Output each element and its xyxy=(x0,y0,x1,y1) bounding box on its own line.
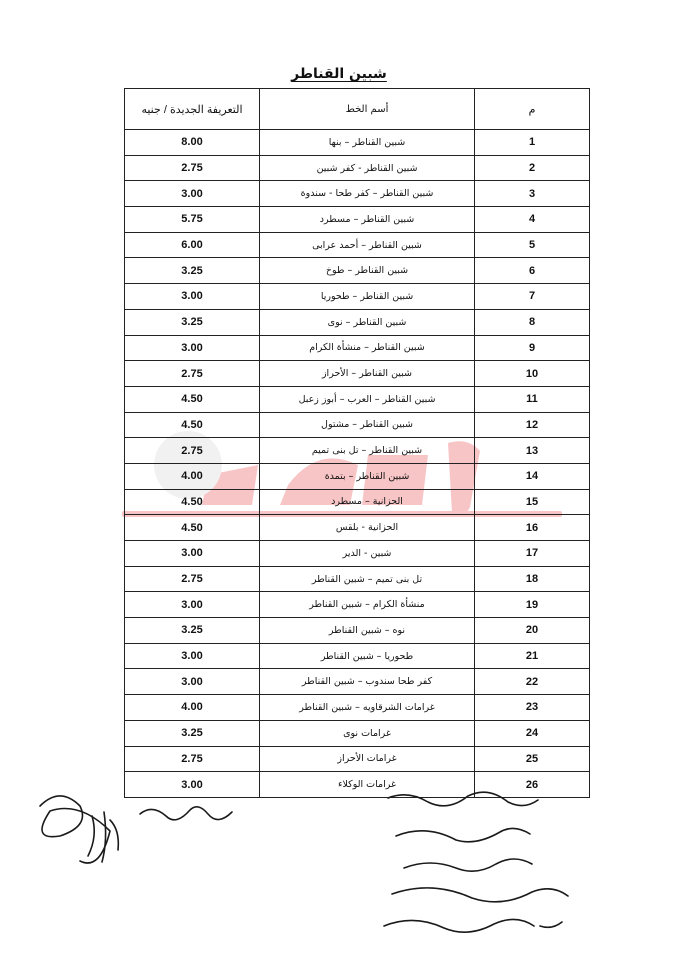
row-number: 10 xyxy=(475,361,590,387)
row-line-name: شبين القناطر – نوى xyxy=(260,309,475,335)
row-number: 1 xyxy=(475,130,590,156)
table-row xyxy=(125,566,590,592)
table-row xyxy=(125,592,590,618)
table-row xyxy=(125,155,590,181)
row-line-name: شبين - الدير xyxy=(260,541,475,567)
row-fare: 4.50 xyxy=(125,386,260,412)
row-line-name: شبين القناطر – تل بنى تميم xyxy=(260,438,475,464)
table-header-row xyxy=(125,89,590,130)
table-row xyxy=(125,515,590,541)
row-line-name: شبين القناطر – مسطرد xyxy=(260,207,475,233)
row-fare: 5.75 xyxy=(125,207,260,233)
row-line-name: شبين القناطر – طوخ xyxy=(260,258,475,284)
row-fare: 4.00 xyxy=(125,695,260,721)
row-line-name: شبين القناطر – مشتول xyxy=(260,412,475,438)
row-number: 13 xyxy=(475,438,590,464)
row-number: 18 xyxy=(475,566,590,592)
table-row xyxy=(125,309,590,335)
table-row xyxy=(125,643,590,669)
header-line: أسم الخط xyxy=(260,89,475,130)
row-number: 11 xyxy=(475,386,590,412)
row-line-name: شبين القناطر – العرب – أبوز زعبل xyxy=(260,386,475,412)
row-number: 8 xyxy=(475,309,590,335)
table-row xyxy=(125,695,590,721)
table-row xyxy=(125,181,590,207)
table-row xyxy=(125,207,590,233)
table-body xyxy=(125,130,590,798)
row-fare: 2.75 xyxy=(125,746,260,772)
table-row xyxy=(125,284,590,310)
row-line-name: الحزانية - بلقس xyxy=(260,515,475,541)
row-number: 17 xyxy=(475,541,590,567)
page-title: شبين القناطر xyxy=(291,66,387,82)
row-fare: 4.50 xyxy=(125,489,260,515)
row-fare: 3.00 xyxy=(125,284,260,310)
row-line-name: غرامات الشرقاويه – شبين القناطر xyxy=(260,695,475,721)
row-line-name: شبين القناطر – منشأة الكرام xyxy=(260,335,475,361)
row-line-name: شبين القناطر – بنها xyxy=(260,130,475,156)
table-row xyxy=(125,669,590,695)
row-fare: 3.00 xyxy=(125,669,260,695)
row-number: 26 xyxy=(475,772,590,798)
header-fare: التعريفة الجديدة / جنيه xyxy=(125,89,260,130)
table-row xyxy=(125,541,590,567)
row-number: 21 xyxy=(475,643,590,669)
row-fare: 3.25 xyxy=(125,258,260,284)
row-number: 3 xyxy=(475,181,590,207)
row-fare: 3.00 xyxy=(125,181,260,207)
row-number: 19 xyxy=(475,592,590,618)
row-fare: 3.00 xyxy=(125,772,260,798)
row-fare: 3.00 xyxy=(125,541,260,567)
row-fare: 3.00 xyxy=(125,643,260,669)
row-line-name: شبين القناطر – الأحراز xyxy=(260,361,475,387)
row-number: 23 xyxy=(475,695,590,721)
row-fare: 6.00 xyxy=(125,232,260,258)
row-line-name: شبين القناطر – أحمد عرابى xyxy=(260,232,475,258)
table-row xyxy=(125,618,590,644)
row-fare: 3.25 xyxy=(125,720,260,746)
row-fare: 3.00 xyxy=(125,592,260,618)
row-number: 7 xyxy=(475,284,590,310)
row-line-name: طحوريا – شبين القناطر xyxy=(260,643,475,669)
table-row xyxy=(125,489,590,515)
table-row xyxy=(125,258,590,284)
table-row xyxy=(125,772,590,798)
row-line-name: الحزانية – مسطرد xyxy=(260,489,475,515)
row-fare: 2.75 xyxy=(125,361,260,387)
row-fare: 2.75 xyxy=(125,155,260,181)
row-line-name: نوه – شبين القناطر xyxy=(260,618,475,644)
row-fare: 3.25 xyxy=(125,618,260,644)
row-number: 24 xyxy=(475,720,590,746)
table-row xyxy=(125,335,590,361)
table-row xyxy=(125,438,590,464)
row-number: 12 xyxy=(475,412,590,438)
table-row xyxy=(125,412,590,438)
row-line-name: شبين القناطر – كفر طحا - سندوة xyxy=(260,181,475,207)
row-line-name: شبين القناطر – بتمدة xyxy=(260,463,475,489)
row-number: 22 xyxy=(475,669,590,695)
row-number: 20 xyxy=(475,618,590,644)
row-number: 15 xyxy=(475,489,590,515)
row-line-name: غرامات نوى xyxy=(260,720,475,746)
row-number: 9 xyxy=(475,335,590,361)
table-row xyxy=(125,232,590,258)
row-line-name: كفر طحا سندوب – شبين القناطر xyxy=(260,669,475,695)
row-fare: 4.00 xyxy=(125,463,260,489)
row-number: 25 xyxy=(475,746,590,772)
table-row xyxy=(125,386,590,412)
table-row xyxy=(125,463,590,489)
row-line-name: غرامات الأحراز xyxy=(260,746,475,772)
row-number: 5 xyxy=(475,232,590,258)
row-number: 4 xyxy=(475,207,590,233)
row-line-name: شبين القناطر - كفر شبين xyxy=(260,155,475,181)
table-row xyxy=(125,720,590,746)
row-line-name: غرامات الوكلاء xyxy=(260,772,475,798)
row-fare: 2.75 xyxy=(125,438,260,464)
row-fare: 4.50 xyxy=(125,515,260,541)
fare-table xyxy=(124,88,590,798)
row-fare: 3.25 xyxy=(125,309,260,335)
row-fare: 3.00 xyxy=(125,335,260,361)
row-line-name: منشأة الكرام – شبين القناطر xyxy=(260,592,475,618)
table-row xyxy=(125,746,590,772)
table-row xyxy=(125,361,590,387)
row-number: 2 xyxy=(475,155,590,181)
row-fare: 2.75 xyxy=(125,566,260,592)
row-line-name: شبين القناطر – طحوريا xyxy=(260,284,475,310)
row-fare: 8.00 xyxy=(125,130,260,156)
row-number: 6 xyxy=(475,258,590,284)
table-row xyxy=(125,130,590,156)
row-fare: 4.50 xyxy=(125,412,260,438)
row-number: 14 xyxy=(475,463,590,489)
row-line-name: تل بنى تميم – شبين القناطر xyxy=(260,566,475,592)
handwritten-signatures xyxy=(0,776,678,960)
header-num: م xyxy=(475,89,590,130)
row-number: 16 xyxy=(475,515,590,541)
